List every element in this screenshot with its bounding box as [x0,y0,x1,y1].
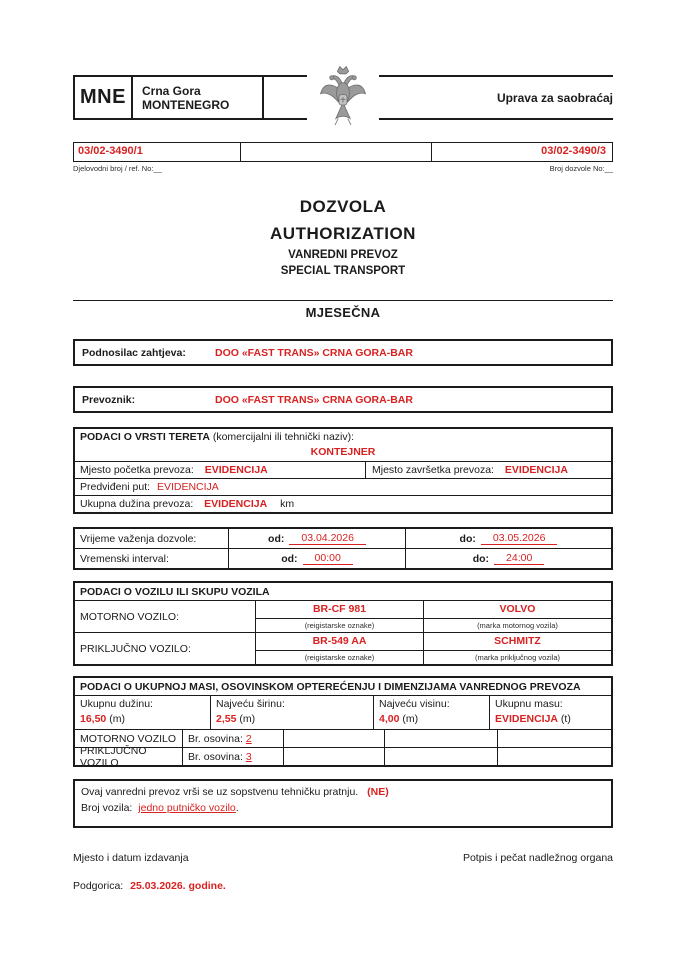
empty-cell [498,730,611,747]
transport-end-value: EVIDENCIJA [504,464,568,476]
motor-axles-cell [183,730,284,747]
trailer-plate-value: BR-549 AA [256,633,423,651]
total-length-value: 16,50 [80,713,107,725]
transport-end-cell [366,462,611,478]
applicant-label: Podnosilac zahtjeva: [82,346,186,359]
title-vanredni-prevoz: VANREDNI PREVOZ [288,249,398,261]
cargo-section-title: PODACI O VRSTI TERETA [80,431,210,443]
dimensions-section-title: PODACI O UKUPNOJ MASI, OSOVINSKOM OPTEREĆENJU I DIMENZIJAMA VANREDNOG PREVOZA [80,681,581,693]
trailer-plate-cell [256,633,424,664]
axles-label: Br. osovina: [188,732,243,745]
planned-route-row [75,478,611,495]
empty-cell [284,730,385,747]
sentence-end: . [235,802,239,814]
escort-vehicles-line [81,800,605,816]
vehicle-section-title: PODACI O VOZILU ILI SKUPU VOZILA [75,583,611,601]
transport-distance-label: Ukupna dužina prevoza: [80,498,194,510]
issue-date: 25.03.2026. godine. [130,880,226,892]
permit-number-label: Broj dozvole No:__ [549,164,613,173]
trailer-axles-row [75,744,611,769]
transport-distance-unit: km [280,498,295,510]
max-height-label: Najveću visinu: [379,698,450,710]
max-width-value: 2,55 [216,713,237,725]
motor-make-caption: (marka motornog vozila) [477,621,558,630]
carrier-box [73,386,613,413]
motor-plate-value: BR-CF 981 [256,601,423,619]
max-width-unit: (m) [236,713,256,725]
escort-statement-line [81,784,605,800]
from-label: od: [268,532,285,545]
escort-flag: (NE) [367,786,389,798]
interval-to-time: 24:00 [494,552,544,565]
total-mass-cell [490,696,611,729]
trailer-axles-vehicle-label: PRIKLJUČNO VOZILO [75,748,183,765]
valid-to-date: 03.05.2026 [481,532,558,545]
interval-from-time: 00:00 [303,552,353,565]
reference-number-table [73,142,613,162]
transport-start-value: EVIDENCIJA [204,464,268,476]
valid-from-date: 03.04.2026 [289,532,366,545]
trailer-make-caption: (marka priključnog vozila) [474,653,561,662]
applicant-value: DOO «FAST TRANS» CRNA GORA-BAR [215,346,413,359]
trailer-make-cell [424,633,611,664]
trailer-plate-caption: (reigistarske oznake) [304,653,375,662]
total-mass-value: EVIDENCIJA [495,713,559,725]
document-title [73,193,613,279]
validity-period-label: Vrijeme važenja dozvole: [75,529,229,548]
trailer-axles-cell [183,748,284,765]
total-length-cell [75,696,211,729]
escort-statement: Ovaj vanredni prevoz vrši se uz sopstvenu tehničku pratnju. [81,786,359,798]
transport-start-label: Mjesto početka prevoza: [80,464,194,476]
carrier-label: Prevoznik: [82,393,136,406]
motor-axles-value: 2 [245,732,252,745]
document-header [73,75,613,120]
title-dozvola: DOZVOLA [299,197,387,216]
cargo-route-row [75,461,611,478]
issue-place-date-row [73,880,613,892]
validity-period-row [75,529,611,548]
authority-name: Uprava za saobraćaj [496,90,613,105]
valid-from-cell [229,529,406,548]
issue-place-date-label: Mjesto i datum izdavanja [73,852,189,864]
escort-section [73,779,613,828]
motor-plate-cell [256,601,424,632]
reference-labels [73,164,613,173]
montenegro-coat-of-arms-icon [307,64,379,130]
escort-vehicles-label: Broj vozila: [81,802,133,814]
trailer-axles-value: 3 [245,750,252,763]
issue-place: Podgorica: [73,880,124,892]
signature-stamp-label: Potpis i pečat nadležnog organa [462,852,613,864]
empty-cell [385,748,498,765]
interval-to-cell [406,549,611,568]
time-interval-label: Vremenski interval: [75,549,229,568]
permit-number: 03/02-3490/3 [541,145,606,157]
valid-to-cell [406,529,611,548]
country-code-cell [73,77,133,118]
ref-number-label: Djelovodni broj / ref. No:__ [73,164,162,173]
motor-vehicle-row [75,601,611,632]
authorization-document [73,0,613,892]
country-name-cell [133,77,264,118]
to-label: do: [459,532,476,545]
max-height-cell [374,696,490,729]
planned-route-value: EVIDENCIJA [156,481,219,493]
cargo-section [73,427,613,514]
total-mass-unit: (t) [558,713,571,725]
time-interval-row [75,548,611,568]
motor-make-value: VOLVO [424,601,611,619]
dimensions-section [73,676,613,767]
cargo-type-value: KONTEJNER [310,446,376,458]
empty-cell [498,748,611,765]
escort-vehicles-value: jedno putničko vozilo [138,802,236,814]
interval-from-cell [229,549,406,568]
axles-label: Br. osovina: [188,750,243,763]
max-width-cell [211,696,374,729]
permit-period-type: MJESEČNA [305,305,381,320]
max-height-unit: (m) [399,713,419,725]
total-length-unit: (m) [106,713,125,725]
max-width-label: Najveću širinu: [216,698,285,710]
dimensions-values-row [75,695,611,729]
ref-empty-cell [241,143,432,161]
title-special-transport: SPECIAL TRANSPORT [280,265,406,277]
transport-distance-row [75,495,611,512]
footer-labels-row [73,852,613,864]
applicant-box [73,339,613,366]
empty-cell [385,730,498,747]
trailer-vehicle-row [75,632,611,664]
motor-plate-caption: (reigistarske oznake) [304,621,375,630]
transport-distance-value: EVIDENCIJA [204,498,268,510]
planned-route-label: Predviđeni put: [80,481,151,493]
max-height-value: 4,00 [379,713,400,725]
from-label: od: [281,552,298,565]
trailer-make-value: SCHMITZ [424,633,611,651]
carrier-value: DOO «FAST TRANS» CRNA GORA-BAR [215,393,413,406]
title-authorization: AUTHORIZATION [270,224,416,243]
cargo-section-subtitle: (komercijalni ili tehnički naziv): [209,431,355,443]
transport-start-cell [75,462,366,478]
country-code: MNE [80,86,126,108]
motor-vehicle-label: MOTORNO VOZILO: [75,601,256,632]
country-name-local: Crna Gora [142,83,201,98]
empty-cell [284,748,385,765]
cargo-section-header [75,429,611,445]
total-mass-label: Ukupnu masu: [495,698,563,710]
trailer-vehicle-label: PRIKLJUČNO VOZILO: [75,633,256,664]
ref-number: 03/02-3490/1 [74,143,241,161]
to-label: do: [472,552,490,565]
country-name-english: MONTENEGRO [142,97,230,112]
validity-section [73,527,613,570]
transport-end-label: Mjesto završetka prevoza: [372,464,494,476]
total-length-label: Ukupnu dužinu: [80,698,153,710]
vehicle-section [73,581,613,666]
motor-make-cell [424,601,611,632]
motor-axles-vehicle-label: MOTORNO VOZILO [75,730,183,747]
